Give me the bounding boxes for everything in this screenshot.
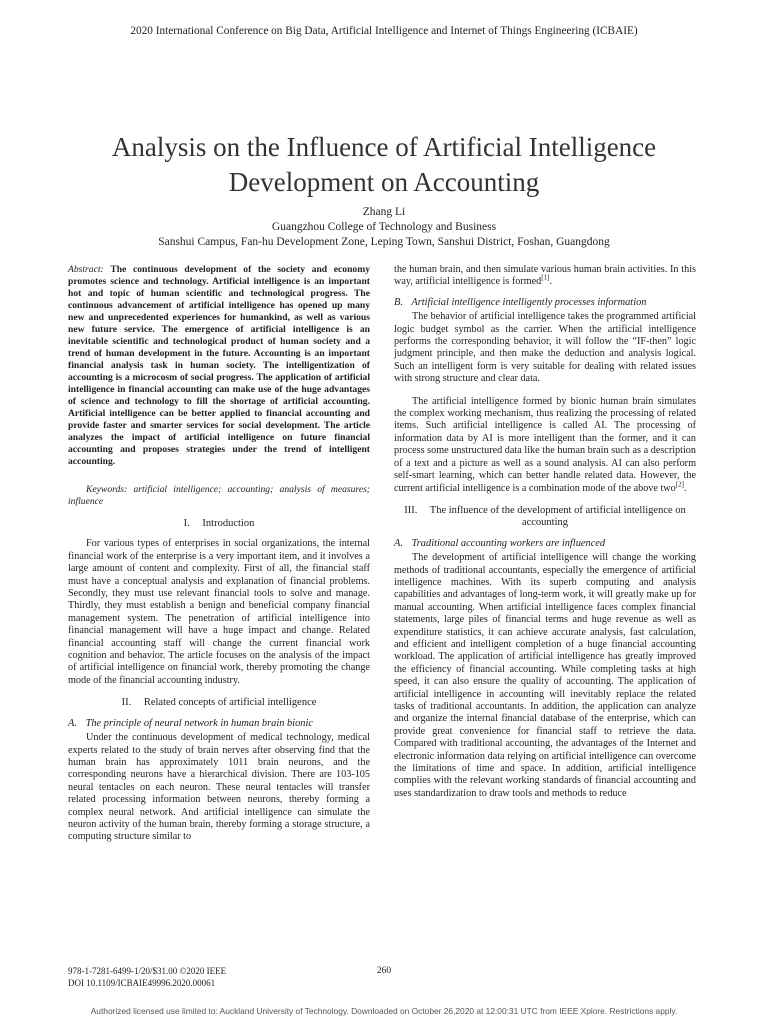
introduction-paragraph: For various types of enterprises in social organizations, the internal financial work of the enterprise is a very important item, and it involves a large amount of content and complexity. First of all, the financial staff must have a conceptual analysis and explanation of financial problems. Secondly, they must use relevant financial tools to solve and manage. Thirdly, they must establish a benign and beneficial company financial management system. The penetration of artificial intelligence into financial management will have a huge impact and change. Related financial accounting staff will change the current financial work cognition and behavior. The article focuses on the analysis of the impact of artificial intelligence on financial work, thereby promoting the change mode of the financial accounting industry. [68,538,370,686]
citation: [1] [541,274,550,283]
section-title: Related concepts of artificial intelligence [143,697,317,709]
neural-network-paragraph-continued: the human brain, and then simulate various human brain activities. In this way, artificial intelligence is formed[1]. [394,264,696,288]
section-title: Introduction [202,518,255,529]
keywords [68,484,370,508]
section-number: III. [404,504,418,516]
subsection-number: B. [394,296,403,308]
author-address: Sanshui Campus, Fan-hu Development Zone, Leping Town, Sanshui District, Foshan, Guangdong [158,236,610,248]
section-heading-influence [394,505,696,530]
page-number: 260 [376,966,392,976]
subsection-title: Traditional accounting workers are influenced [411,537,606,549]
paragraph-text: the human brain, and then simulate various human brain activities. In this way, artificial intelligence is formed [394,264,696,288]
subsection-title: The principle of neural network in human brain bionic [85,717,313,729]
subsection-heading-neural-network [68,718,370,730]
section-heading-introduction [68,518,370,530]
subsection-number: A. [394,537,403,549]
isbn-price: 978-1-7281-6499-1/20/$31.00 ©2020 IEEE [68,966,227,976]
doi: DOI 10.1109/ICBAIE49996.2020.00061 [68,977,216,988]
section-number: I. [183,518,190,529]
section-number: II. [121,697,132,709]
author-block [0,205,768,250]
paragraph-text: The artificial intelligence formed by bionic human brain simulates the complex working mechanism, thus realizing the processing of related items. Such artificial intelligence is called AI. The processing of information data by AI is more intelligent than the former, and it can process some unstructured data like the human brain such as a description of a text and a picture as well as a sound analysis. AI can also perform self-smart learning, which can better handle related data. However, the current artificial intelligence is a combination mode of the above two [394,395,696,494]
subsection-title: Artificial intelligence intelligently processes information [411,296,647,308]
intelligent-processing-paragraph-2: The artificial intelligence formed by bionic human brain simulates the complex working mechanism, thus realizing the processing of related items. Such artificial intelligence is called AI. The processing of information data by AI is more intelligent than the former, and it can process some unstructured data like the human brain such as a description of a text and a picture as well as a sound analysis. AI can also perform self-smart learning, which can better handle related data. However, the current artificial intelligence is a combination mode of the above two[2]. [394,395,696,494]
right-column [394,264,696,800]
subsection-heading-traditional-workers [394,538,696,550]
conference-header: 2020 International Conference on Big Data, Artificial Intelligence and Internet of Things Engineering (ICBAIE) [130,25,638,37]
author-name: Zhang Li [362,206,406,218]
section-heading-related-concepts [68,697,370,709]
abstract-label: Abstract: [68,264,104,275]
section-title: The influence of the development of artificial intelligence on accounting [429,504,686,529]
author-affiliation: Guangzhou College of Technology and Business [271,221,497,233]
license-notice: Authorized licensed use limited to: Auckland University of Technology. Downloaded on October 26,2020 at 12:00:31 UTC from IEEE Xplore. Restrictions apply. [90,1006,678,1016]
keywords-text: artificial intelligence; accounting; analysis of measures; influence [68,484,370,507]
left-column [68,264,370,844]
keywords-label: Keywords: [86,484,128,495]
paper-title: Analysis on the Influence of Artificial Intelligence Development on Accounting [111,132,657,198]
abstract [68,264,370,468]
traditional-workers-paragraph: The development of artificial intelligence will change the working methods of traditional accountants, especially the emergence of artificial intelligence machines. With its superb computing and analysis capabilities and advantages of long-term work, it will greatly make up for manual accounting. When artificial intelligence faces complex financial statements, large piles of financial terms and huge revenue as well as expenditure statistics, it can achieve accurate analysis, fast calculation, and efficient and intelligent completion of a huge financial accounting workload. The application of artificial intelligence has greatly improved the efficiency of financial accounting. While completing tasks at high speed, it can also ensure the quality of accounting. The application of artificial intelligence in accounting will inevitably replace the related tasks of traditional accountants. In addition, the application can analyze and organize the internal financial database of the enterprise, which can provide great convenience for financial staff to retrieve the data. Compared with traditional accounting, the advantages of the Internet and electronic information data relying on artificial intelligence can overcome the limitations of time and space. In addition, artificial intelligence complies with the relevant working standards of financial accounting and uses standardization to draw tools and methods to reduce [394,552,696,799]
subsection-number: A. [68,717,77,729]
neural-network-paragraph: Under the continuous development of medical technology, medical experts related to the study of brain nerves after observing find that the human brain has approximately 1011 brain neurons, and the corresponding neurons have a hierarchical division. There are 103-105 neural tentacles on each neuron. These neural tentacles will transfer related processing information between neurons, thereby forming a complex neural network. And artificial intelligence can simulate the neuron activity of the human brain, thereby forming a storage structure, a computing structure similar to [68,732,370,843]
intelligent-processing-paragraph-1: The behavior of artificial intelligence takes the programmed artificial logic budget symbol as the carrier. When the artificial intelligence performs the corresponding behavior, it will follow the “IF-then” logic judgment principle, and then make the deduction and analysis logical. Such an intelligent form is very suitable for dealing with related issues with strong structure and clear data. [394,311,696,385]
citation: [2] [675,480,684,489]
subsection-heading-intelligent-processing [394,297,696,309]
abstract-text: The continuous development of the society and economy promotes science and technology. Artificial intelligence is an important hot and topic of human scientific and technological progress. The continuous advancement of artificial intelligence has opened up many new and unprecedented experiences for humankind, as well as various new future service. The emergence of artificial intelligence is an inevitable scientific and technological product of human society and a trend of human development in the future. Accounting is an important financial analysis task in human society. The intelligentization of accounting is a microcosm of social progress. The application of artificial intelligence in financial accounting can make use of the huge advantages of science and technology to fill the shortage of artificial accounting. Artificial intelligence can be better applied to financial accounting and provide faster and smarter services for social development. The article analyzes the impact of artificial intelligence on future financial accounting and proposes strategies under the trend of intelligent accounting. [68,264,370,467]
